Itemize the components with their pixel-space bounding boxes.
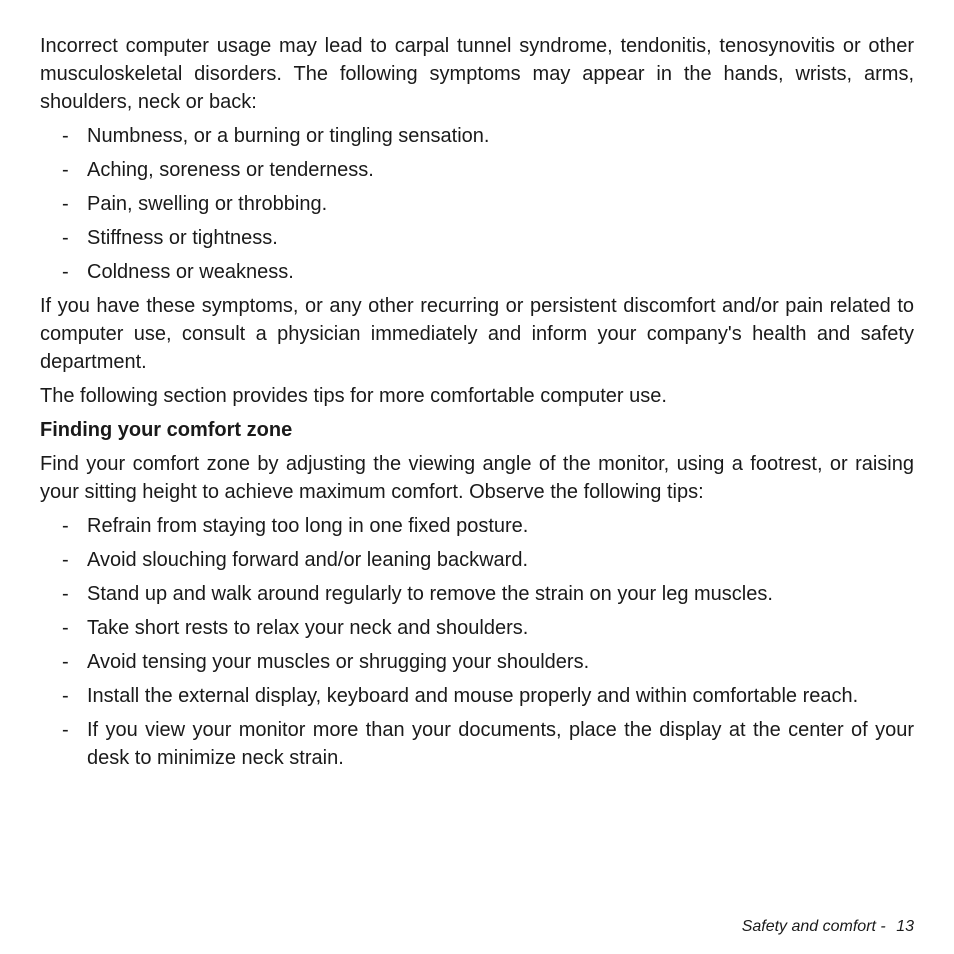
page-number: 13	[896, 918, 914, 935]
list-item: - Take short rests to relax your neck and shoulders.	[40, 614, 914, 642]
footer-section-title: Safety and comfort -	[741, 918, 886, 935]
comfort-intro-paragraph: Find your comfort zone by adjusting the viewing angle of the monitor, using a footrest, or raising your sitting height to achieve maximum comfort. Observe the following tips:	[40, 453, 914, 503]
list-item: - Numbness, or a burning or tingling sensation.	[40, 122, 914, 150]
list-item: - Avoid tensing your muscles or shrugging your shoulders.	[40, 648, 914, 676]
list-item: - Aching, soreness or tenderness.	[40, 156, 914, 184]
list-item: - Coldness or weakness.	[40, 258, 914, 286]
list-item: - If you view your monitor more than your documents, place the display at the center of your desk to minimize neck strain.	[40, 716, 914, 772]
intro-paragraph: Incorrect computer usage may lead to carpal tunnel syndrome, tendonitis, tenosynovitis or other musculoskeletal disorders. The following symptoms may appear in the hands, wrists, arms, shoulders, neck or back:	[40, 35, 914, 113]
section-heading: Finding your comfort zone	[40, 419, 293, 441]
list-item: - Install the external display, keyboard and mouse properly and within comfortable reach.	[40, 682, 914, 710]
consult-paragraph: If you have these symptoms, or any other recurring or persistent discomfort and/or pain related to computer use, consult a physician immediately and inform your company's health and safety department.	[40, 295, 914, 373]
section-intro-paragraph: The following section provides tips for more comfortable computer use.	[40, 385, 667, 407]
list-item: - Stand up and walk around regularly to remove the strain on your leg muscles.	[40, 580, 914, 608]
tips-list	[40, 512, 914, 772]
list-item: - Refrain from staying too long in one fixed posture.	[40, 512, 914, 540]
list-item: - Avoid slouching forward and/or leaning backward.	[40, 546, 914, 574]
page-footer	[742, 916, 914, 938]
symptoms-list	[40, 122, 914, 286]
list-item: - Pain, swelling or throbbing.	[40, 190, 914, 218]
page-content	[40, 32, 914, 778]
list-item: - Stiffness or tightness.	[40, 224, 914, 252]
